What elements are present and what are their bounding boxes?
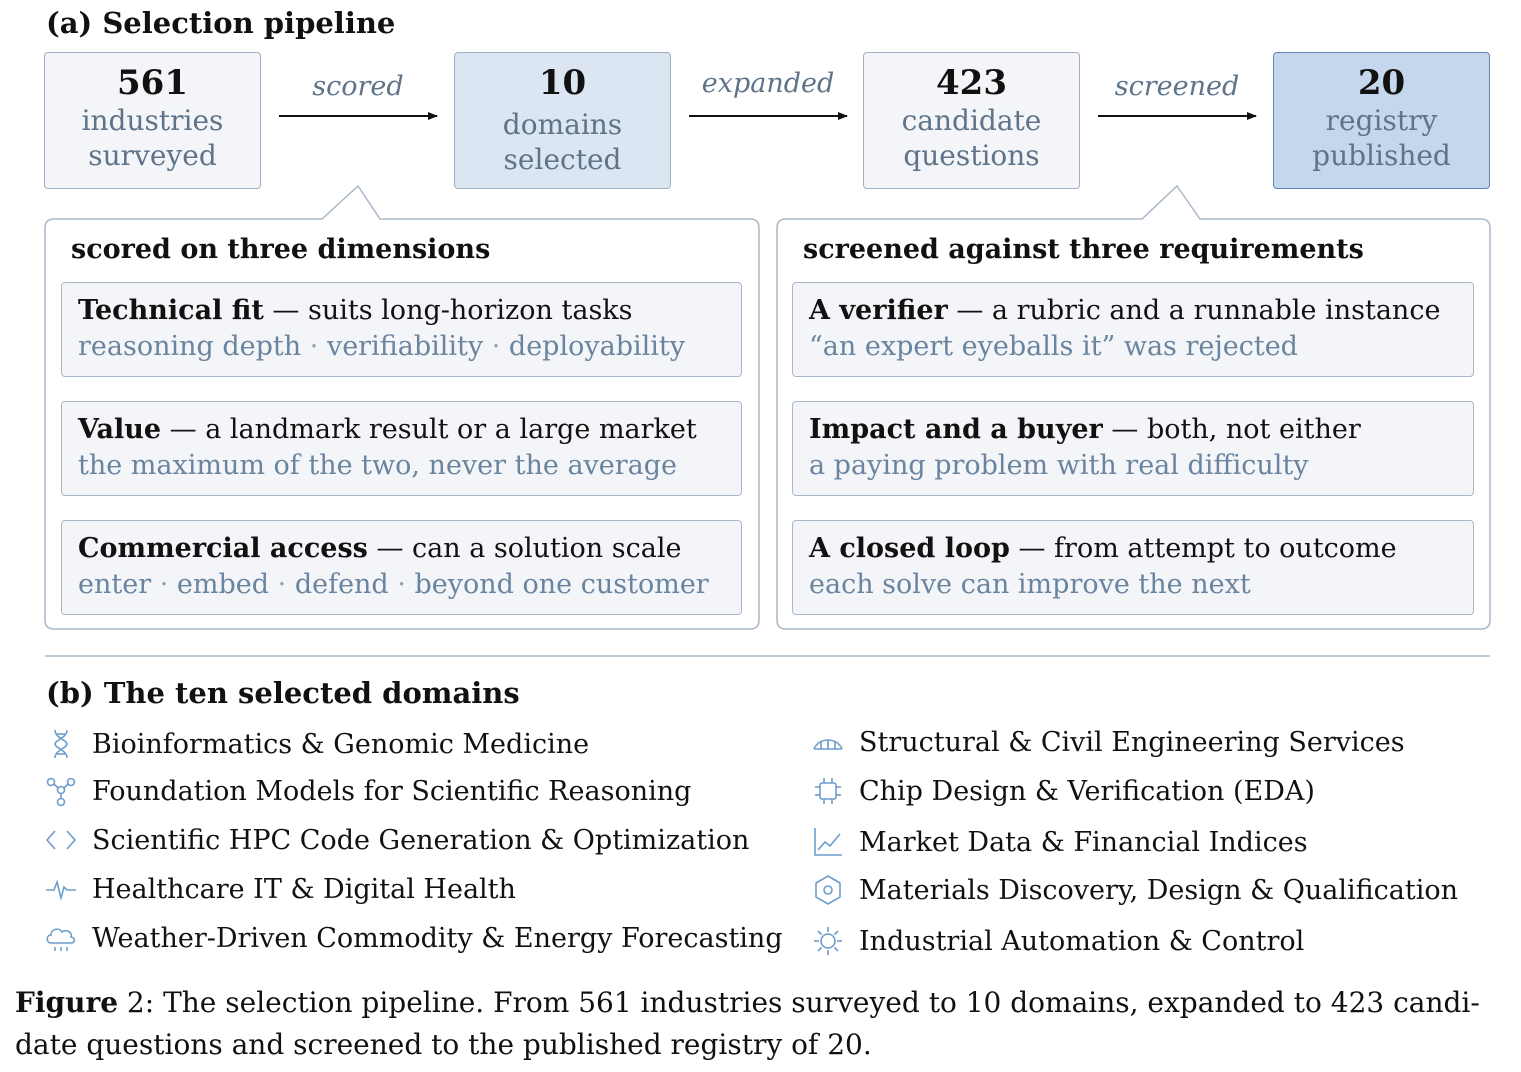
detail-separator: ·: [277, 569, 287, 600]
stage-number: 20: [1357, 63, 1406, 103]
domain-label: Weather-Driven Commodity & Energy Forecasting: [92, 922, 783, 954]
detail-separator: ·: [309, 331, 319, 362]
detail: deployability: [508, 331, 686, 362]
stage-label-line: selected: [503, 143, 622, 176]
item-details: [809, 448, 1457, 484]
domain-item: [44, 869, 516, 909]
chip-icon: [811, 774, 845, 808]
domain-item: [44, 918, 783, 958]
detail: embed: [176, 569, 270, 600]
item-desc: — from attempt to outcome: [1018, 533, 1397, 564]
domain-item: [811, 722, 1405, 762]
detail: each solve can improve the next: [809, 569, 1251, 600]
domain-label: Bioinformatics & Genomic Medicine: [92, 728, 590, 760]
domain-item: [811, 870, 1458, 910]
item-details: [78, 567, 725, 603]
detail: enter: [78, 569, 152, 600]
scored-panel-title: scored on three dimensions: [71, 234, 491, 265]
domain-item: [44, 820, 749, 860]
screened-panel-title: screened against three requirements: [803, 234, 1364, 265]
stage-label-line: candidate: [901, 104, 1042, 137]
bridge-icon: [811, 725, 845, 759]
item-details: [809, 567, 1457, 603]
stage-label-line: domains: [502, 108, 623, 141]
figure-caption: [15, 982, 1510, 1066]
stage-number: 10: [538, 63, 587, 103]
detail: beyond one customer: [414, 569, 709, 600]
item-details: [809, 329, 1457, 365]
domain-label: Market Data & Financial Indices: [859, 826, 1308, 858]
item-term: A verifier: [809, 295, 948, 326]
domain-item: [811, 771, 1315, 811]
detail: “an expert eyeballs it” was rejected: [809, 331, 1298, 362]
detail: defend: [294, 569, 389, 600]
domain-label: Foundation Models for Scientific Reasoning: [92, 775, 692, 807]
domain-item: [811, 822, 1308, 862]
detail: the maximum of the two, never the average: [78, 450, 678, 481]
section-b-title: (b) The ten selected domains: [46, 676, 520, 710]
gear-icon: [811, 924, 845, 958]
item-desc: — a landmark result or a large market: [169, 414, 697, 445]
item-term: Technical fit: [78, 295, 264, 326]
stage-label-line: registry: [1325, 104, 1438, 137]
screened-item-closed-loop: [792, 520, 1474, 615]
stage-label-line: questions: [903, 139, 1040, 172]
screened-item-verifier: [792, 282, 1474, 377]
domain-label: Materials Discovery, Design & Qualification: [859, 874, 1459, 906]
arrow-label-expanded: expanded: [701, 68, 835, 99]
detail-separator: ·: [397, 569, 406, 600]
domain-item: [44, 771, 691, 811]
scored-item-technical-fit: [61, 282, 742, 377]
stage-label-line: published: [1312, 139, 1451, 172]
section-a-title: (a) Selection pipeline: [46, 6, 396, 40]
hexagon-icon: [811, 873, 845, 907]
item-term: A closed loop: [809, 533, 1010, 564]
detail: a paying problem with real difficulty: [809, 450, 1309, 481]
network-icon: [44, 774, 78, 808]
detail-separator: ·: [491, 331, 501, 362]
stage-label-line: industries: [81, 104, 224, 137]
domain-label: Scientific HPC Code Generation & Optimization: [92, 824, 750, 856]
line-chart-icon: [811, 825, 845, 859]
item-desc: — both, not either: [1111, 414, 1361, 445]
arrow-label-screened: screened: [1114, 71, 1240, 102]
domain-item: [44, 724, 589, 764]
dna-icon: [44, 727, 78, 761]
item-desc: — suits long-horizon tasks: [272, 295, 633, 326]
domain-label: Chip Design & Verification (EDA): [859, 775, 1315, 807]
detail: verifiability: [326, 331, 484, 362]
code-brackets-icon: [44, 823, 78, 857]
caption-label: Figure: [15, 986, 119, 1019]
domain-label: Structural & Civil Engineering Services: [859, 726, 1405, 758]
domain-label: Healthcare IT & Digital Health: [92, 873, 516, 905]
stage-number: 561: [117, 63, 188, 103]
stage-number: 423: [936, 63, 1007, 103]
rain-cloud-icon: [44, 921, 78, 955]
scored-item-commercial-access: [61, 520, 742, 615]
caption-text: 2: The selection pipeline. From 561 industries surveyed to 10 domains, expanded to 423 candi-date questions and screened to the published registry of 20.: [15, 986, 1480, 1061]
stage-label-line: surveyed: [88, 139, 217, 172]
detail: reasoning depth: [78, 331, 302, 362]
item-term: Impact and a buyer: [809, 414, 1103, 445]
screened-item-impact-buyer: [792, 401, 1474, 496]
arrow-label-scored: scored: [312, 71, 404, 102]
scored-item-value: [61, 401, 742, 496]
item-desc: — can a solution scale: [376, 533, 682, 564]
item-term: Commercial access: [78, 533, 368, 564]
detail-separator: ·: [159, 569, 169, 600]
pulse-icon: [44, 872, 78, 906]
domain-item: [811, 921, 1304, 961]
item-details: [78, 448, 725, 484]
item-term: Value: [78, 414, 162, 445]
domain-label: Industrial Automation & Control: [859, 925, 1305, 957]
item-desc: — a rubric and a runnable instance: [956, 295, 1441, 326]
item-details: [78, 329, 725, 365]
